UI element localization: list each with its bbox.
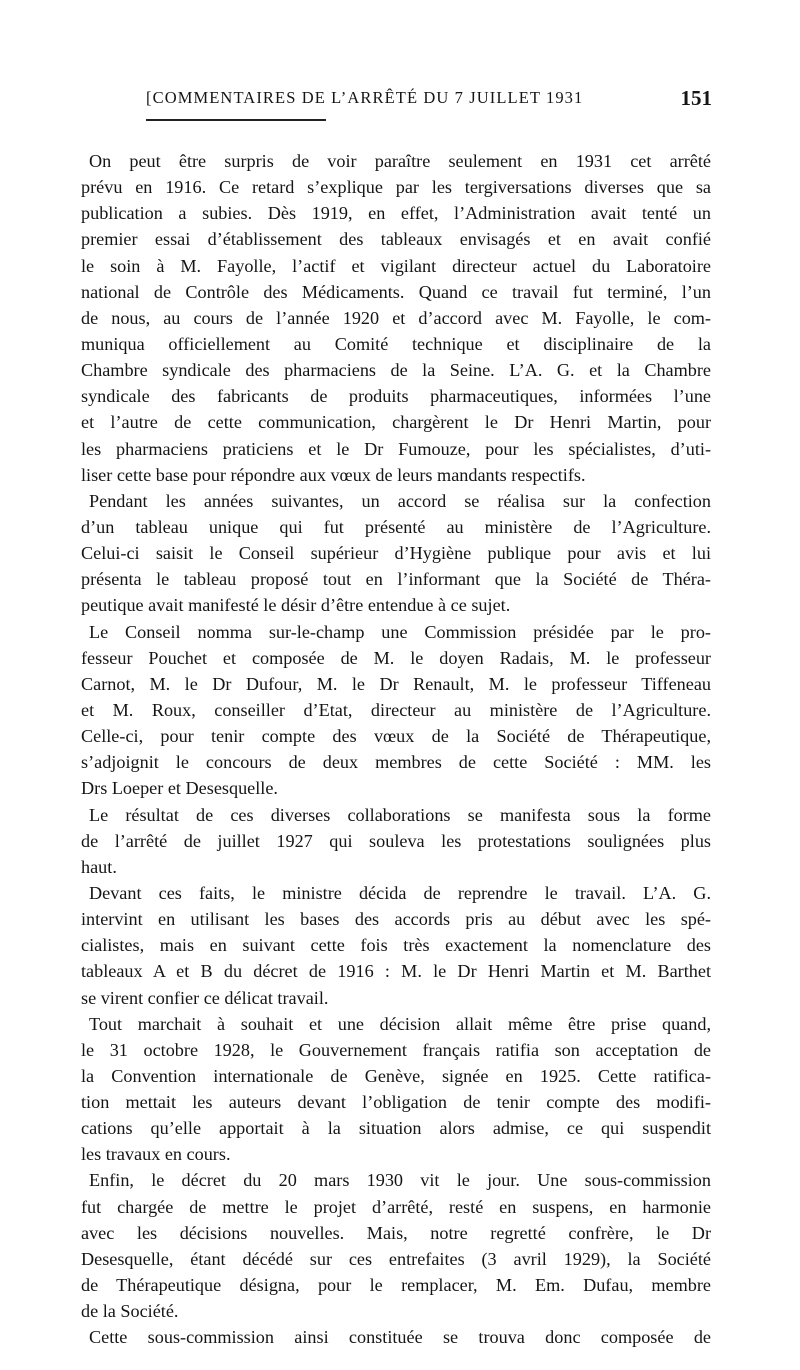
text-line: Le résultat de ces diverses collaborations se manifesta sous la forme	[89, 804, 711, 825]
text-line: de nous, au cours de l’année 1920 et d’accord avec M. Fayolle, le com-	[81, 307, 711, 328]
text-line: liser cette base pour répondre aux vœux de leurs mandants respectifs.	[81, 464, 586, 485]
text-line: Enfin, le décret du 20 mars 1930 vit le jour. Une sous-commission	[89, 1170, 711, 1191]
text-line: Drs Loeper et Desesquelle.	[81, 778, 278, 799]
text-line: haut.	[81, 856, 117, 877]
text-line: tion mettait les auteurs devant l’obligation de tenir compte des modifi-	[81, 1092, 711, 1113]
text-line: les travaux en cours.	[81, 1144, 231, 1165]
text-line: cations qu’elle apportait à la situation alors admise, ce qui suspendit	[81, 1118, 711, 1139]
running-header	[146, 88, 712, 120]
text-line: et l’autre de cette communication, chargèrent le Dr Henri Martin, pour	[81, 412, 711, 433]
text-line: fut chargée de mettre le projet d’arrêté, resté en suspens, en harmonie	[81, 1196, 711, 1217]
text-line: la Convention internationale de Genève, signée en 1925. Cette ratifica-	[81, 1065, 711, 1086]
text-line: et M. Roux, conseiller d’Etat, directeur au ministère de l’Agriculture.	[81, 699, 711, 720]
text-line: Celui-ci saisit le Conseil supérieur d’Hygiène publique pour avis et lui	[81, 543, 711, 564]
text-line: Tout marchait à souhait et une décision allait même être prise quand,	[89, 1013, 711, 1034]
text-line: On peut être surpris de voir paraître seulement en 1931 cet arrêté	[89, 151, 711, 171]
text-line: s’adjoignit le concours de deux membres de cette Société : MM. les	[81, 752, 711, 773]
text-line: d’un tableau unique qui fut présenté au ministère de l’Agriculture.	[81, 516, 711, 537]
text-line: Desesquelle, étant décédé sur ces entrefaites (3 avril 1929), la Société	[81, 1248, 711, 1269]
header-rule	[146, 119, 326, 121]
text-line: le soin à M. Fayolle, l’actif et vigilant directeur actuel du Laboratoire	[81, 255, 711, 276]
page-number: 151	[680, 86, 712, 110]
text-line: premier essai d’établissement des tableaux envisagés et en avait confié	[81, 229, 711, 250]
text-line: cialistes, mais en suivant cette fois très exactement la nomenclature des	[81, 935, 711, 956]
text-line: muniqua officiellement au Comité technique et disciplinaire de la	[81, 333, 711, 354]
text-line: Chambre syndicale des pharmaciens de la Seine. L’A. G. et la Chambre	[81, 360, 711, 381]
body-text	[81, 148, 711, 1350]
running-title: [COMMENTAIRES DE L’ARRÊTÉ DU 7 JUILLET 1931	[146, 88, 584, 107]
text-line: Pendant les années suivantes, un accord se réalisa sur la confection	[89, 490, 711, 511]
text-line: national de Contrôle des Médicaments. Quand ce travail fut terminé, l’un	[81, 281, 711, 302]
text-line: Celle-ci, pour tenir compte des vœux de la Société de Thérapeutique,	[81, 726, 711, 747]
text-line: peutique avait manifesté le désir d’être entendue à ce sujet.	[81, 595, 511, 616]
text-line: syndicale des fabricants de produits pharmaceutiques, informées l’une	[81, 386, 711, 407]
text-line: intervint en utilisant les bases des accords pris au début avec les spé-	[81, 909, 711, 930]
text-line: de l’arrêté de juillet 1927 qui souleva les protestations soulignées plus	[81, 830, 711, 851]
text-line: fesseur Pouchet et composée de M. le doyen Radais, M. le professeur	[81, 647, 711, 668]
text-line: Carnot, M. le Dr Dufour, M. le Dr Renault, M. le professeur Tiffeneau	[81, 673, 711, 694]
text-line: se virent confier ce délicat travail.	[81, 987, 329, 1008]
text-line: de la Société.	[81, 1301, 179, 1322]
text-line: de Thérapeutique désigna, pour le remplacer, M. Em. Dufau, membre	[81, 1275, 711, 1296]
text-line: Cette sous-commission ainsi constituée se trouva donc composée de	[89, 1327, 711, 1348]
text-line: avec les décisions nouvelles. Mais, notre regretté confrère, le Dr	[81, 1222, 711, 1243]
text-line: Le Conseil nomma sur-le-champ une Commission présidée par le pro-	[89, 621, 711, 642]
text-line: le 31 octobre 1928, le Gouvernement français ratifia son acceptation de	[81, 1039, 711, 1060]
text-line: publication a subies. Dès 1919, en effet, l’Administration avait tenté un	[81, 203, 711, 224]
text-line: les pharmaciens praticiens et le Dr Fumouze, pour les spécialistes, d’uti-	[81, 438, 711, 459]
text-line: Devant ces faits, le ministre décida de reprendre le travail. L’A. G.	[89, 882, 711, 903]
text-line: prévu en 1916. Ce retard s’explique par les tergiversations diverses que sa	[81, 177, 711, 198]
text-line: tableaux A et B du décret de 1916 : M. le Dr Henri Martin et M. Barthet	[81, 961, 711, 982]
text-line: présenta le tableau proposé tout en l’informant que la Société de Théra-	[81, 569, 711, 590]
